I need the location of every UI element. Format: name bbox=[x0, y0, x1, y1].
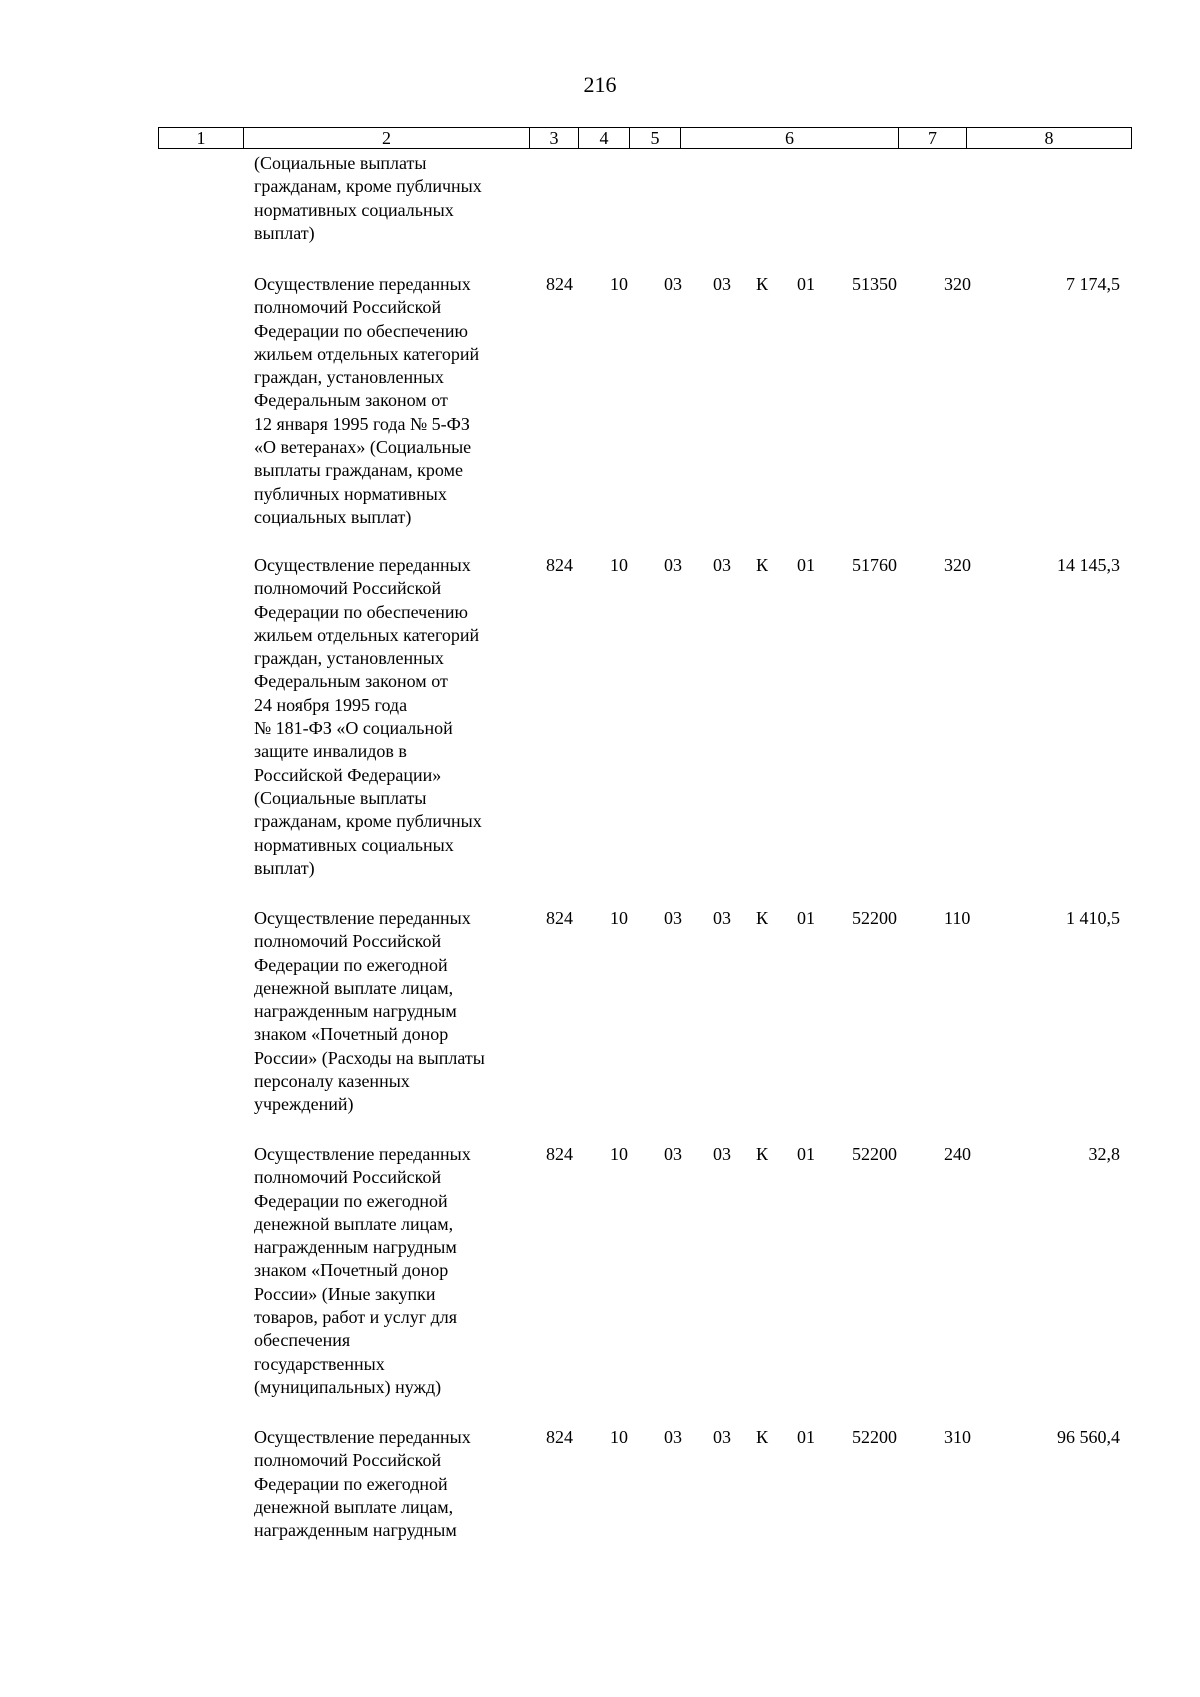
subprogram-code: 01 bbox=[797, 555, 815, 575]
amount: 7 174,5 bbox=[1066, 274, 1120, 294]
header-column-3: 3 bbox=[530, 128, 579, 148]
direction-code: 52200 bbox=[852, 908, 897, 928]
header-column-1: 1 bbox=[159, 128, 244, 148]
direction-code: 51350 bbox=[852, 274, 897, 294]
header-column-5: 5 bbox=[630, 128, 681, 148]
program-code: 03 bbox=[713, 274, 731, 294]
header-column-6: 6 bbox=[681, 128, 899, 148]
subsection-code: 03 bbox=[664, 1144, 682, 1164]
row-description: Осуществление переданных полномочий Российской Федерации по обеспечению жильем отдельных категорий граждан, установленных Федеральным законом от 12 января 1995 года № 5-ФЗ «О ветеранах» (Социальные выплаты гражданам, кроме публичных нормативных социальных выплат) bbox=[254, 274, 480, 527]
header-column-4: 4 bbox=[579, 128, 630, 148]
program-code: 03 bbox=[713, 555, 731, 575]
expense-type-code: 310 bbox=[944, 1427, 971, 1447]
program-letter: К bbox=[756, 274, 769, 294]
section-code: 10 bbox=[610, 1144, 628, 1164]
admin-code: 824 bbox=[546, 555, 573, 575]
direction-code: 52200 bbox=[852, 1144, 897, 1164]
section-code: 10 bbox=[610, 555, 628, 575]
header-column-8: 8 bbox=[1044, 128, 1054, 148]
expense-type-code: 320 bbox=[944, 555, 971, 575]
amount: 96 560,4 bbox=[1057, 1427, 1120, 1447]
program-code: 03 bbox=[713, 908, 731, 928]
expense-type-code: 240 bbox=[944, 1144, 971, 1164]
amount: 32,8 bbox=[1088, 1144, 1120, 1164]
table-header-row bbox=[158, 127, 1132, 149]
subprogram-code: 01 bbox=[797, 274, 815, 294]
expense-type-code: 110 bbox=[944, 908, 971, 928]
page-number: 216 bbox=[583, 72, 617, 97]
program-letter: К bbox=[756, 908, 769, 928]
subprogram-code: 01 bbox=[797, 908, 815, 928]
admin-code: 824 bbox=[546, 1144, 573, 1164]
section-code: 10 bbox=[610, 274, 628, 294]
direction-code: 52200 bbox=[852, 1427, 897, 1447]
program-letter: К bbox=[756, 1427, 769, 1447]
program-code: 03 bbox=[713, 1427, 731, 1447]
subsection-code: 03 bbox=[664, 1427, 682, 1447]
header-column-7: 7 bbox=[899, 128, 967, 148]
direction-code: 51760 bbox=[852, 555, 897, 575]
header-column-2: 2 bbox=[244, 128, 530, 148]
program-letter: К bbox=[756, 1144, 769, 1164]
admin-code: 824 bbox=[546, 1427, 573, 1447]
admin-code: 824 bbox=[546, 274, 573, 294]
program-letter: К bbox=[756, 555, 769, 575]
row-description: Осуществление переданных полномочий Российской Федерации по обеспечению жильем отдельных категорий граждан, установленных Федеральным законом от 24 ноября 1995 года № 181-ФЗ «О социальной защите инвалидов в Российской Федерации» (Социальные выплаты гражданам, кроме публичных нормативных социальных выплат) bbox=[254, 555, 482, 878]
subprogram-code: 01 bbox=[797, 1144, 815, 1164]
program-code: 03 bbox=[713, 1144, 731, 1164]
subsection-code: 03 bbox=[664, 274, 682, 294]
section-code: 10 bbox=[610, 1427, 628, 1447]
expense-type-code: 320 bbox=[944, 274, 971, 294]
subsection-code: 03 bbox=[664, 908, 682, 928]
amount: 14 145,3 bbox=[1057, 555, 1120, 575]
row-description: Осуществление переданных полномочий Российской Федерации по ежегодной денежной выплате лицам, награжденным нагрудным знаком «Почетный донор России» (Расходы на выплаты персоналу казенных учреждений) bbox=[254, 908, 485, 1115]
subprogram-code: 01 bbox=[797, 1427, 815, 1447]
row-description: (Социальные выплаты гражданам, кроме публичных нормативных социальных выплат) bbox=[254, 153, 482, 243]
admin-code: 824 bbox=[546, 908, 573, 928]
amount: 1 410,5 bbox=[1066, 908, 1120, 928]
row-description: Осуществление переданных полномочий Российской Федерации по ежегодной денежной выплате лицам, награжденным нагрудным знаком «Почетный донор России» (Иные закупки товаров, работ и услуг для обеспечения государственных (муниципальных) нужд) bbox=[254, 1144, 471, 1397]
subsection-code: 03 bbox=[664, 555, 682, 575]
section-code: 10 bbox=[610, 908, 628, 928]
row-description: Осуществление переданных полномочий Российской Федерации по ежегодной денежной выплате лицам, награжденным нагрудным bbox=[254, 1427, 471, 1541]
